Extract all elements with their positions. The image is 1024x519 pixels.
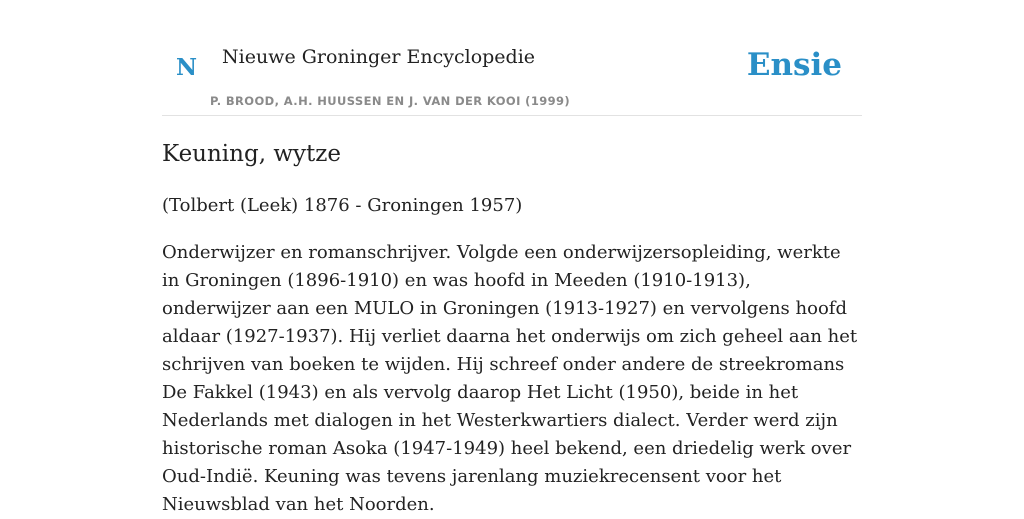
- entry-subtitle: (Tolbert (Leek) 1876 - Groningen 1957): [162, 195, 523, 216]
- source-title[interactable]: Nieuwe Groninger Encyclopedie: [222, 46, 536, 68]
- entry-body: Onderwijzer en romanschrijver. Volgde een onderwijzersopleiding, werkte in Groningen (1896-1910) en was hoofd in Meeden (1910-1913), onderwijzer aan een MULO in Groningen (1913-1927) en vervolgens hoofd aldaar (1927-1937). Hij verliet daarna het onderwijs om zich geheel aan het schrijven van boeken te wijden. Hij schreef onder andere de streekromans De Fakkel (1943) en als vervolg daarop Het Licht (1950), beide in het Nederlands met dialogen in het Westerkwartiers dialect. Verder werd zijn historische roman Asoka (1947-1949) heel bekend, een driedelig werk over Oud-Indië. Keuning was tevens jarenlang muziekrecensent voor het Nieuwsblad van het Noorden.: [162, 242, 858, 515]
- source-authors: P. BROOD, A.H. HUUSSEN EN J. VAN DER KOOI (1999): [210, 94, 571, 108]
- source-logo: N: [176, 54, 198, 81]
- entry-title: Keuning, wytze: [162, 141, 341, 167]
- source-header: [162, 0, 862, 116]
- encyclopedia-card: [162, 0, 862, 515]
- brand-logo[interactable]: Ensie: [746, 47, 842, 83]
